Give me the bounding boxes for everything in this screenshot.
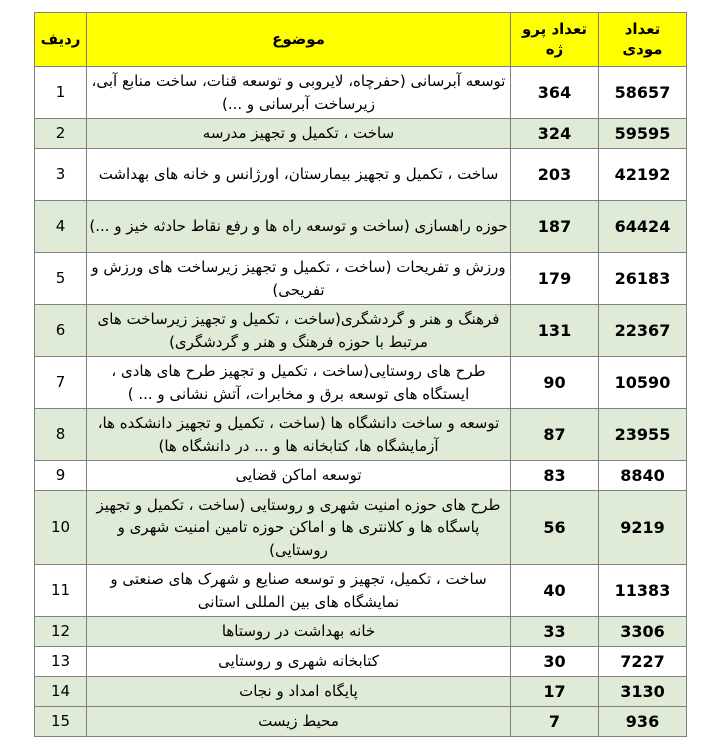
table-row <box>35 253 687 305</box>
cell-projects: 364 <box>511 67 599 119</box>
column-header-projects-line1: تعداد پرو <box>521 20 588 38</box>
cell-payers: 3130 <box>599 677 687 707</box>
cell-payers: 23955 <box>599 409 687 461</box>
cell-projects: 324 <box>511 119 599 149</box>
table-row <box>35 305 687 357</box>
cell-subject: ساخت ، تکمیل و تجهیز بیمارستان، اورژانس و خانه های بهداشت <box>87 149 511 201</box>
table-body <box>35 67 687 737</box>
cell-payers: 3306 <box>599 617 687 647</box>
cell-payers: 11383 <box>599 565 687 617</box>
cell-payers: 9219 <box>599 491 687 565</box>
column-header-projects-line2: ژه <box>545 39 564 58</box>
cell-subject: حوزه راهسازی (ساخت و توسعه راه ها و رفع نقاط حادثه خیز و ...) <box>87 201 511 253</box>
table-row <box>35 409 687 461</box>
cell-projects: 7 <box>511 707 599 737</box>
cell-projects: 131 <box>511 305 599 357</box>
cell-payers: 22367 <box>599 305 687 357</box>
cell-payers: 7227 <box>599 647 687 677</box>
cell-radif: 10 <box>35 491 87 565</box>
cell-radif: 15 <box>35 707 87 737</box>
cell-subject: طرح های روستایی(ساخت ، تکمیل و تجهیز طرح های هادی ، ایستگاه های توسعه برق و مخابرات، آتش نشانی و ... ) <box>87 357 511 409</box>
cell-projects: 17 <box>511 677 599 707</box>
cell-subject: پایگاه امداد و نجات <box>87 677 511 707</box>
cell-projects: 33 <box>511 617 599 647</box>
cell-projects: 90 <box>511 357 599 409</box>
table-header <box>35 13 687 67</box>
cell-radif: 14 <box>35 677 87 707</box>
table-row <box>35 677 687 707</box>
table-row <box>35 461 687 491</box>
cell-radif: 2 <box>35 119 87 149</box>
cell-payers: 8840 <box>599 461 687 491</box>
cell-projects: 187 <box>511 201 599 253</box>
cell-payers: 10590 <box>599 357 687 409</box>
header-row <box>35 13 687 67</box>
cell-subject: ساخت ، تکمیل، تجهیز و توسعه صنایع و شهرک های صنعتی و نمایشگاه های بین المللی استانی <box>87 565 511 617</box>
cell-payers: 42192 <box>599 149 687 201</box>
cell-radif: 12 <box>35 617 87 647</box>
cell-radif: 5 <box>35 253 87 305</box>
cell-payers: 58657 <box>599 67 687 119</box>
cell-radif: 8 <box>35 409 87 461</box>
cell-radif: 7 <box>35 357 87 409</box>
cell-payers: 936 <box>599 707 687 737</box>
projects-table <box>34 12 687 737</box>
cell-radif: 11 <box>35 565 87 617</box>
table-row <box>35 647 687 677</box>
cell-subject: کتابخانه شهری و روستایی <box>87 647 511 677</box>
cell-projects: 30 <box>511 647 599 677</box>
cell-radif: 13 <box>35 647 87 677</box>
cell-projects: 179 <box>511 253 599 305</box>
cell-subject: خانه بهداشت در روستاها <box>87 617 511 647</box>
table-row <box>35 617 687 647</box>
column-header-subject: موضوع <box>87 13 511 67</box>
column-header-payers: تعداد مودی <box>599 13 687 67</box>
column-header-radif: ردیف <box>35 13 87 67</box>
table-row <box>35 565 687 617</box>
cell-radif: 9 <box>35 461 87 491</box>
cell-subject: توسعه و ساخت دانشگاه ها (ساخت ، تکمیل و تجهیز دانشکده ها، آزمایشگاه ها، کتابخانه ها و ... در دانشگاه ها) <box>87 409 511 461</box>
cell-subject: محیط زیست <box>87 707 511 737</box>
cell-projects: 87 <box>511 409 599 461</box>
cell-projects: 56 <box>511 491 599 565</box>
cell-subject: توسعه آبرسانی (حفرچاه، لایروبی و توسعه قنات، ساخت منابع آبی، زیرساخت آبرسانی و ...) <box>87 67 511 119</box>
cell-payers: 64424 <box>599 201 687 253</box>
table-row <box>35 357 687 409</box>
table-row <box>35 67 687 119</box>
cell-radif: 6 <box>35 305 87 357</box>
table-row <box>35 201 687 253</box>
table-row <box>35 491 687 565</box>
cell-subject: توسعه اماکن قضایی <box>87 461 511 491</box>
cell-subject: ساخت ، تکمیل و تجهیز مدرسه <box>87 119 511 149</box>
cell-payers: 59595 <box>599 119 687 149</box>
cell-subject: طرح های حوزه امنیت شهری و روستایی (ساخت ، تکمیل و تجهیز پاسگاه ها و کلانتری ها و اماکن حوزه تامین امنیت شهری و روستایی) <box>87 491 511 565</box>
table-row <box>35 119 687 149</box>
cell-payers: 26183 <box>599 253 687 305</box>
cell-projects: 83 <box>511 461 599 491</box>
cell-subject: ورزش و تفریحات (ساخت ، تکمیل و تجهیز زیرساخت های ورزش و تفریحی) <box>87 253 511 305</box>
cell-radif: 1 <box>35 67 87 119</box>
cell-projects: 40 <box>511 565 599 617</box>
cell-subject: فرهنگ و هنر و گردشگری(ساخت ، تکمیل و تجهیز زیرساخت های مرتبط با حوزه فرهنگ و هنر و گردشگری) <box>87 305 511 357</box>
cell-radif: 3 <box>35 149 87 201</box>
table-row <box>35 149 687 201</box>
cell-projects: 203 <box>511 149 599 201</box>
table-row <box>35 707 687 737</box>
cell-radif: 4 <box>35 201 87 253</box>
column-header-projects <box>511 13 599 67</box>
